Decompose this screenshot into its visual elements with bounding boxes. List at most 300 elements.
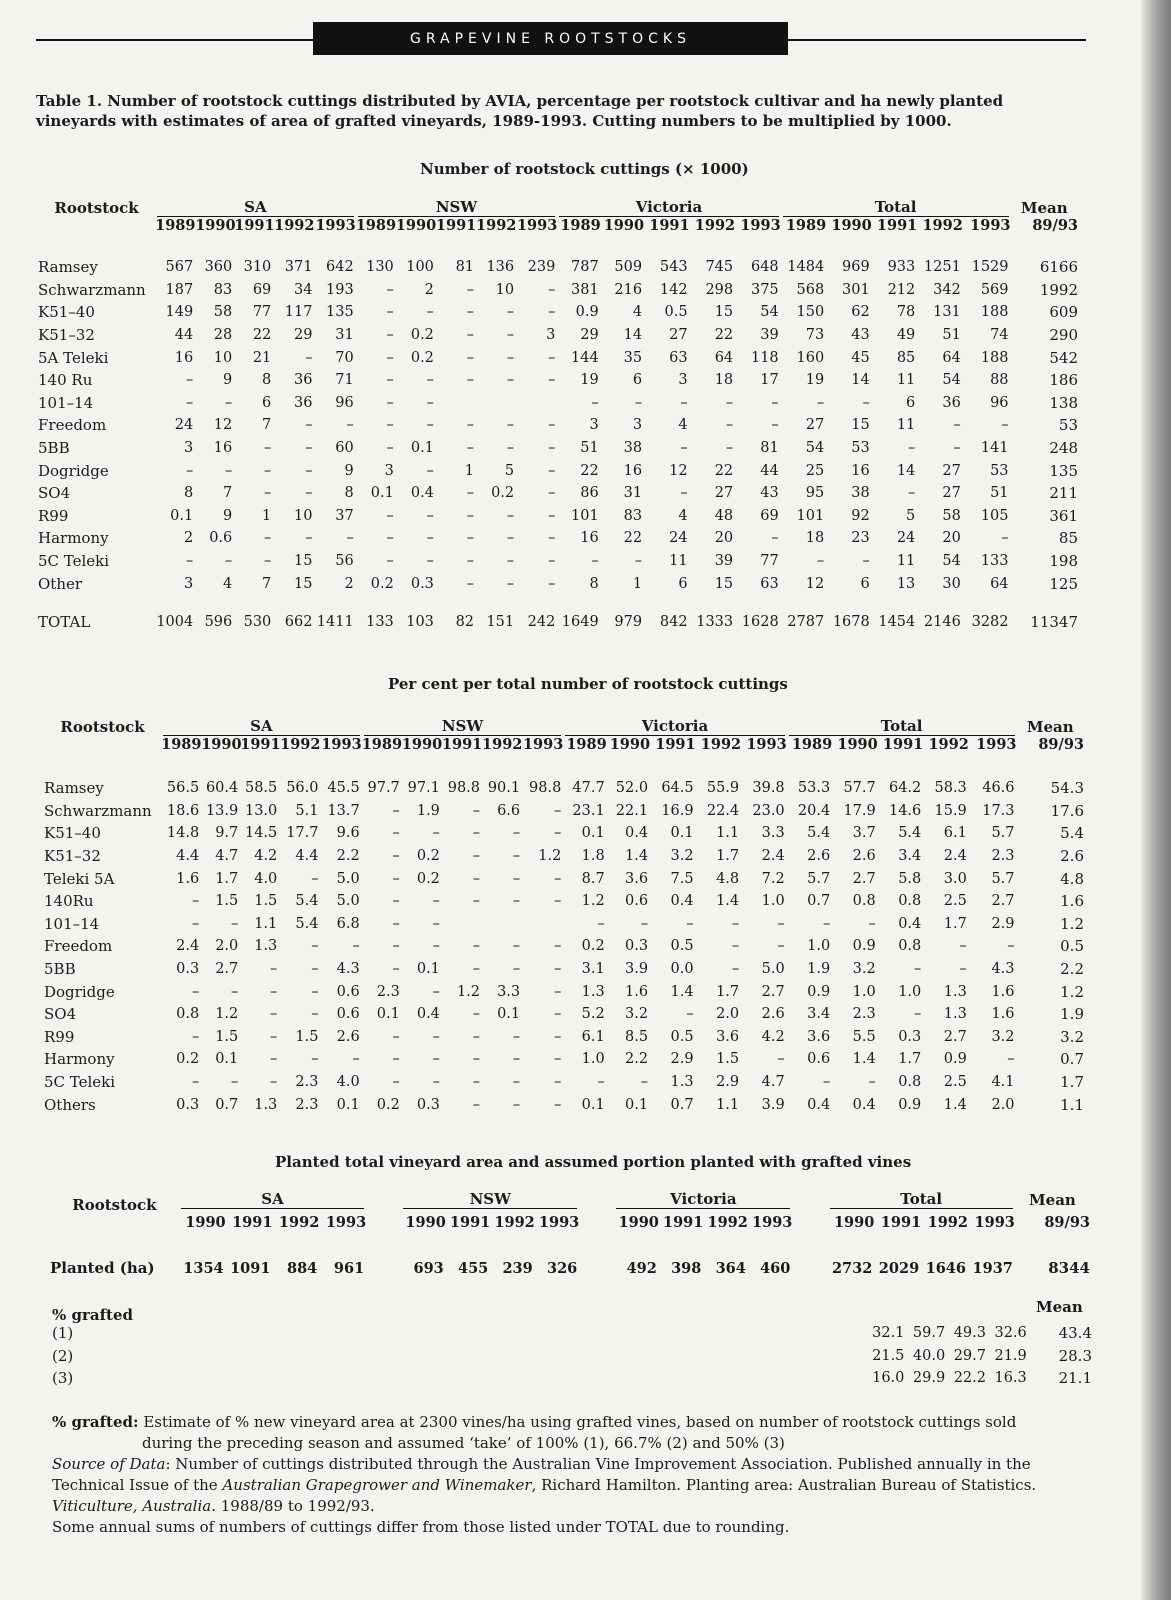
- cell-value: 4.3: [991, 961, 1015, 978]
- cell-value: –: [305, 485, 313, 502]
- cell-value: –: [777, 938, 785, 955]
- cell-value: 2.7: [943, 1028, 967, 1045]
- table-row: [38, 572, 1078, 595]
- year-header: 1991: [663, 1214, 704, 1231]
- cell-value: –: [771, 417, 779, 434]
- table-row: [38, 527, 1078, 550]
- cell-value: 1484: [787, 259, 825, 276]
- cell-value: 2.9: [670, 1051, 694, 1068]
- group-gap: [792, 1214, 827, 1231]
- row-label: Harmony: [44, 1050, 115, 1069]
- cell-value: 22: [252, 327, 272, 344]
- cell-value: –: [506, 575, 515, 592]
- cell-value: 1.6: [625, 983, 649, 1000]
- cell-value: 2.4: [176, 938, 200, 955]
- cell-value: –: [392, 961, 400, 978]
- cell-value: 0.3: [416, 1096, 440, 1113]
- cell-value: –: [1001, 530, 1009, 547]
- cell-value: 1354: [183, 1259, 224, 1277]
- cell-value: –: [311, 961, 319, 978]
- cell-value: –: [731, 938, 740, 955]
- cell-value: 30: [942, 575, 961, 592]
- row-label: (1): [52, 1324, 74, 1343]
- cell-value: 24: [896, 530, 916, 547]
- row-label: 5C Teleki: [44, 1073, 116, 1092]
- cell-value: 20.4: [797, 802, 831, 819]
- cell-value: –: [426, 304, 434, 321]
- cell-value: –: [548, 507, 556, 524]
- cell-value: 29: [294, 327, 313, 344]
- cell-value: –: [472, 938, 481, 955]
- cell-value: 56.0: [286, 780, 319, 797]
- cell-value: 2.0: [215, 938, 239, 955]
- cell-value: 4.7: [761, 1074, 785, 1091]
- cell-value: 16: [623, 462, 643, 479]
- row-label: Ramsey: [38, 258, 98, 277]
- cell-value: 4: [678, 417, 688, 434]
- cell-value: 1.3: [943, 1006, 967, 1023]
- cell-value: 60.4: [205, 780, 239, 797]
- table-row: [38, 611, 1078, 634]
- cell-value: 2.4: [761, 848, 785, 865]
- cell-value: –: [466, 485, 475, 502]
- year-header: 1993: [752, 1214, 793, 1231]
- cell-value: 1: [632, 575, 643, 592]
- cell-value: 22: [714, 327, 734, 344]
- cell-value: 0.4: [625, 825, 649, 842]
- cell-value: –: [554, 1074, 562, 1091]
- cell-value: –: [822, 1074, 831, 1091]
- cell-value: –: [512, 961, 521, 978]
- cell-value: –: [472, 1096, 481, 1113]
- cell-value: 6: [632, 372, 643, 389]
- cell-value: 98.8: [529, 780, 562, 797]
- year-header: 1993: [538, 1214, 580, 1231]
- cell-value: 15: [851, 417, 870, 434]
- cell-value: –: [466, 440, 475, 457]
- cell-value: 188: [980, 304, 1009, 321]
- year-header: 1990: [195, 217, 236, 234]
- cell-value: 81: [455, 259, 475, 276]
- group-gap: [366, 1186, 401, 1214]
- row-mean: 290: [1049, 326, 1078, 345]
- running-header: GRAPEVINE ROOTSTOCKS: [313, 22, 788, 55]
- cell-value: –: [506, 530, 515, 547]
- cell-value: 105: [980, 507, 1009, 524]
- cell-value: 2.0: [991, 1096, 1015, 1113]
- cell-value: 69: [760, 507, 779, 524]
- cell-value: 29.7: [953, 1347, 986, 1364]
- cell-value: –: [426, 462, 434, 479]
- cell-value: –: [311, 938, 319, 955]
- cell-value: 14.6: [888, 802, 922, 819]
- cell-value: –: [386, 281, 394, 298]
- cell-value: –: [432, 938, 440, 955]
- cell-value: 364: [715, 1259, 746, 1277]
- cell-value: 58: [942, 507, 961, 524]
- row-mean: 6166: [1039, 258, 1078, 277]
- group-label: SA: [181, 1191, 364, 1209]
- cell-value: –: [346, 417, 354, 434]
- cell-value: –: [432, 1051, 440, 1068]
- cell-value: 136: [486, 259, 515, 276]
- cell-value: 642: [326, 259, 354, 276]
- cell-value: 1678: [832, 614, 870, 631]
- cell-value: 0.7: [670, 1096, 694, 1113]
- cell-value: –: [311, 983, 319, 1000]
- grafted-note-label: % grafted:: [52, 1413, 139, 1431]
- cell-value: 63: [760, 575, 779, 592]
- cell-value: 51: [942, 327, 961, 344]
- cell-value: 83: [623, 507, 643, 524]
- cell-value: 23: [851, 530, 870, 547]
- cell-value: –: [816, 553, 825, 570]
- cell-value: 5.1: [295, 802, 319, 819]
- cell-value: 2732: [831, 1259, 873, 1277]
- cell-value: –: [185, 394, 194, 411]
- cell-value: 0.1: [497, 1006, 521, 1023]
- cell-value: –: [506, 553, 515, 570]
- year-header: 1991: [240, 736, 281, 753]
- cell-value: 9.6: [336, 825, 360, 842]
- cell-value: 2.4: [943, 848, 967, 865]
- cell-value: 64.5: [661, 780, 694, 797]
- cell-value: 3.9: [625, 961, 649, 978]
- cell-value: 54: [760, 304, 779, 321]
- cell-value: 51: [990, 485, 1009, 502]
- cell-value: 7: [262, 417, 272, 434]
- cell-value: –: [548, 417, 556, 434]
- row-label: Schwarzmann: [44, 801, 152, 820]
- cell-value: 212: [887, 281, 916, 298]
- cell-value: 2146: [923, 614, 961, 631]
- cell-value: 8.7: [581, 870, 605, 887]
- cell-value: –: [231, 1074, 239, 1091]
- cell-value: 2: [344, 575, 354, 592]
- cell-value: 1.4: [625, 848, 649, 865]
- group-gap: [792, 1186, 827, 1214]
- year-header: 1989: [161, 736, 202, 753]
- cell-value: 371: [284, 259, 313, 276]
- cell-value: 27: [942, 462, 961, 479]
- table-row: [44, 913, 1084, 936]
- cell-value: 0.1: [416, 961, 440, 978]
- cell-value: –: [466, 304, 475, 321]
- cell-value: 8: [262, 372, 272, 389]
- cell-value: 95: [805, 485, 825, 502]
- cell-value: 12: [669, 462, 688, 479]
- table-row: [44, 890, 1084, 913]
- cell-value: –: [953, 417, 961, 434]
- cell-value: 24: [174, 417, 194, 434]
- cell-value: –: [432, 1028, 440, 1045]
- cell-value: 1.8: [581, 848, 605, 865]
- cell-value: 0.9: [898, 1096, 922, 1113]
- cell-value: 21.5: [872, 1347, 905, 1364]
- cell-value: –: [225, 394, 233, 411]
- cell-value: 5.4: [295, 915, 319, 932]
- cell-value: 0.3: [176, 1096, 200, 1113]
- row-label: (3): [52, 1369, 74, 1388]
- cell-value: 21: [252, 349, 272, 366]
- cell-value: 0.1: [170, 507, 194, 524]
- row-label: 5C Teleki: [38, 552, 110, 571]
- group-header-row: [50, 1186, 1090, 1214]
- cell-value: 34: [294, 281, 313, 298]
- cell-value: 25: [805, 462, 825, 479]
- cell-value: 90.1: [487, 780, 521, 797]
- cell-value: 97.1: [407, 780, 440, 797]
- row-label: 5A Teleki: [38, 348, 109, 367]
- year-header: 1990: [405, 1214, 446, 1231]
- cell-value: –: [597, 1074, 605, 1091]
- cell-value: –: [554, 983, 562, 1000]
- table-row: [44, 980, 1084, 1003]
- cell-value: –: [548, 440, 556, 457]
- cell-value: 85: [896, 349, 916, 366]
- cell-value: 4: [678, 507, 688, 524]
- cell-value: 842: [659, 614, 688, 631]
- cell-value: –: [908, 440, 916, 457]
- cell-value: 1529: [971, 259, 1009, 276]
- cell-value: –: [1007, 938, 1015, 955]
- cell-value: 58.5: [244, 780, 278, 797]
- cell-value: 2: [424, 281, 434, 298]
- cell-value: 100: [406, 259, 434, 276]
- cell-value: 3: [183, 440, 194, 457]
- cell-value: –: [512, 1096, 521, 1113]
- cell-value: 1.3: [254, 1096, 278, 1113]
- year-header: 1990: [833, 1214, 875, 1231]
- table-row: [38, 256, 1078, 279]
- group-label: NSW: [364, 718, 562, 736]
- cell-value: 16.9: [661, 802, 694, 819]
- cell-value: 1.7: [943, 915, 967, 932]
- year-header: 1989: [791, 736, 833, 753]
- cell-value: 0.4: [416, 1006, 440, 1023]
- year-header: 1990: [395, 217, 437, 234]
- group-label: Total: [783, 199, 1009, 217]
- cell-value: 3: [384, 462, 394, 479]
- row-label: SO4: [44, 1005, 77, 1024]
- cell-value: –: [225, 462, 233, 479]
- cell-value: 15: [714, 575, 734, 592]
- cell-value: 22.2: [953, 1370, 986, 1387]
- cell-value: 3.2: [991, 1028, 1015, 1045]
- table-row: [44, 777, 1084, 800]
- cell-value: –: [554, 1051, 562, 1068]
- row-mean: 2.6: [1060, 847, 1084, 866]
- cell-value: 3.1: [581, 961, 605, 978]
- cell-value: –: [771, 530, 779, 547]
- group-label: Victoria: [559, 199, 778, 217]
- row-label: Freedom: [44, 937, 113, 956]
- cell-value: –: [959, 938, 967, 955]
- cell-value: 53.3: [797, 780, 831, 797]
- cell-value: –: [432, 1074, 440, 1091]
- mean-header: Mean: [1026, 718, 1074, 736]
- cell-value: –: [311, 1006, 319, 1023]
- table-row: [44, 800, 1084, 823]
- row-label: 5BB: [38, 439, 70, 458]
- cell-value: 27: [714, 485, 734, 502]
- grafted-mean-header: Mean: [1036, 1298, 1083, 1316]
- group-gap: [792, 1259, 827, 1277]
- cell-value: 133: [366, 614, 394, 631]
- mean-header: Mean: [1029, 1191, 1076, 1209]
- cell-value: –: [548, 485, 556, 502]
- cell-value: –: [432, 915, 440, 932]
- cell-value: 787: [571, 259, 599, 276]
- cell-value: 530: [243, 614, 272, 631]
- grafted-note: [52, 1412, 1072, 1433]
- year-header: 1990: [609, 736, 651, 753]
- cell-value: –: [862, 394, 870, 411]
- cell-value: –: [554, 825, 562, 842]
- row-label: Harmony: [38, 529, 109, 548]
- cell-value: –: [634, 394, 643, 411]
- cell-value: –: [270, 1006, 278, 1023]
- cell-value: –: [392, 938, 400, 955]
- cell-value: 22: [714, 462, 734, 479]
- cell-value: –: [680, 440, 688, 457]
- cell-value: 44: [174, 327, 194, 344]
- cell-value: –: [392, 848, 400, 865]
- cell-value: –: [305, 440, 313, 457]
- cell-value: 0.4: [807, 1096, 831, 1113]
- cell-value: 14.5: [244, 825, 278, 842]
- cell-value: 693: [413, 1259, 444, 1277]
- group-label: Total: [830, 1191, 1013, 1209]
- cell-value: 1.1: [716, 825, 740, 842]
- cell-value: 0.7: [215, 1096, 239, 1113]
- cell-value: 117: [284, 304, 313, 321]
- cell-value: 64: [990, 575, 1009, 592]
- cell-value: 1.3: [581, 983, 605, 1000]
- cell-value: 3.4: [898, 848, 922, 865]
- mean-header: Mean: [1020, 199, 1068, 217]
- cell-value: 0.9: [852, 938, 876, 955]
- cell-value: –: [914, 961, 922, 978]
- row-mean: 1992: [1039, 280, 1078, 299]
- year-header: 1992: [476, 217, 517, 234]
- cell-value: 0.6: [209, 530, 233, 547]
- row-label: K51–40: [38, 303, 95, 322]
- cell-value: 3.6: [625, 870, 649, 887]
- cell-value: –: [512, 1028, 521, 1045]
- cell-value: 101: [571, 507, 599, 524]
- cell-value: –: [512, 893, 521, 910]
- cell-value: –: [386, 327, 394, 344]
- cell-value: 1: [464, 462, 475, 479]
- cell-value: 0.6: [336, 1006, 360, 1023]
- cell-value: –: [466, 281, 475, 298]
- cell-value: 88: [990, 372, 1009, 389]
- cell-value: 1454: [878, 614, 916, 631]
- cell-value: –: [472, 1028, 481, 1045]
- cell-value: –: [634, 553, 643, 570]
- year-header: 1993: [974, 1214, 1015, 1231]
- cell-value: 5.7: [807, 870, 831, 887]
- cell-value: 13.7: [327, 802, 360, 819]
- table-row: [44, 822, 1084, 845]
- cell-value: 2029: [878, 1259, 920, 1277]
- cell-value: 1: [262, 507, 272, 524]
- cell-value: 14: [623, 327, 643, 344]
- row-mean: 28.3: [1058, 1346, 1092, 1365]
- year-header: 1993: [970, 217, 1011, 234]
- row-mean: 1.9: [1060, 1005, 1084, 1024]
- cell-value: –: [472, 961, 481, 978]
- footnotes: [52, 1412, 1072, 1538]
- cell-value: –: [777, 1051, 785, 1068]
- cell-value: 0.2: [410, 349, 434, 366]
- cell-value: 745: [705, 259, 734, 276]
- cell-value: 884: [287, 1259, 318, 1277]
- group-header-nsw: [356, 199, 558, 217]
- row-label: Teleki 5A: [44, 869, 115, 888]
- cell-value: 18: [714, 372, 734, 389]
- cell-value: 29: [580, 327, 599, 344]
- cell-value: –: [191, 1074, 200, 1091]
- year-header: 1991: [655, 736, 696, 753]
- cell-value: –: [1007, 1051, 1015, 1068]
- cell-value: 82: [455, 614, 475, 631]
- cell-value: 1.5: [254, 893, 278, 910]
- cell-value: 375: [750, 281, 779, 298]
- cell-value: –: [548, 349, 556, 366]
- source-publication: Australian Grapegrower and Winemaker: [222, 1476, 532, 1494]
- cell-value: 0.1: [370, 485, 394, 502]
- cell-value: 7.2: [761, 870, 785, 887]
- cell-value: 98.8: [447, 780, 481, 797]
- row-mean: 198: [1049, 552, 1078, 571]
- year-header: 1991: [441, 736, 483, 753]
- cell-value: 86: [580, 485, 599, 502]
- cell-value: 1.4: [670, 983, 694, 1000]
- cell-value: 58: [213, 304, 233, 321]
- page-edge-shadow: [1141, 0, 1171, 1600]
- cell-value: 54: [942, 553, 961, 570]
- cell-value: 1.9: [416, 802, 440, 819]
- cell-value: 1.1: [716, 1096, 740, 1113]
- cell-value: 1.2: [538, 848, 562, 865]
- cell-value: –: [548, 530, 556, 547]
- cell-value: 0.8: [898, 893, 922, 910]
- cell-value: 74: [990, 327, 1009, 344]
- cell-value: 0.9: [807, 983, 831, 1000]
- cell-value: –: [680, 485, 688, 502]
- cell-value: –: [466, 327, 475, 344]
- year-header-row: [50, 1214, 1090, 1231]
- cell-value: 0.4: [852, 1096, 876, 1113]
- rootstock-header: Rootstock: [60, 718, 145, 736]
- cell-value: 0.1: [581, 1096, 605, 1113]
- cell-value: 1.7: [898, 1051, 922, 1068]
- cell-value: 1.9: [807, 961, 831, 978]
- year-header: 1991: [649, 217, 690, 234]
- cell-value: –: [554, 802, 562, 819]
- cell-value: 49: [896, 327, 916, 344]
- cell-value: 18.6: [166, 802, 200, 819]
- cell-value: 1.5: [716, 1051, 740, 1068]
- year-header: 1992: [694, 217, 736, 234]
- row-mean: 1.2: [1060, 982, 1084, 1001]
- cell-value: 22.4: [706, 802, 740, 819]
- cell-value: 0.2: [376, 1096, 400, 1113]
- cell-value: 2.2: [625, 1051, 649, 1068]
- group-gap: [579, 1259, 614, 1277]
